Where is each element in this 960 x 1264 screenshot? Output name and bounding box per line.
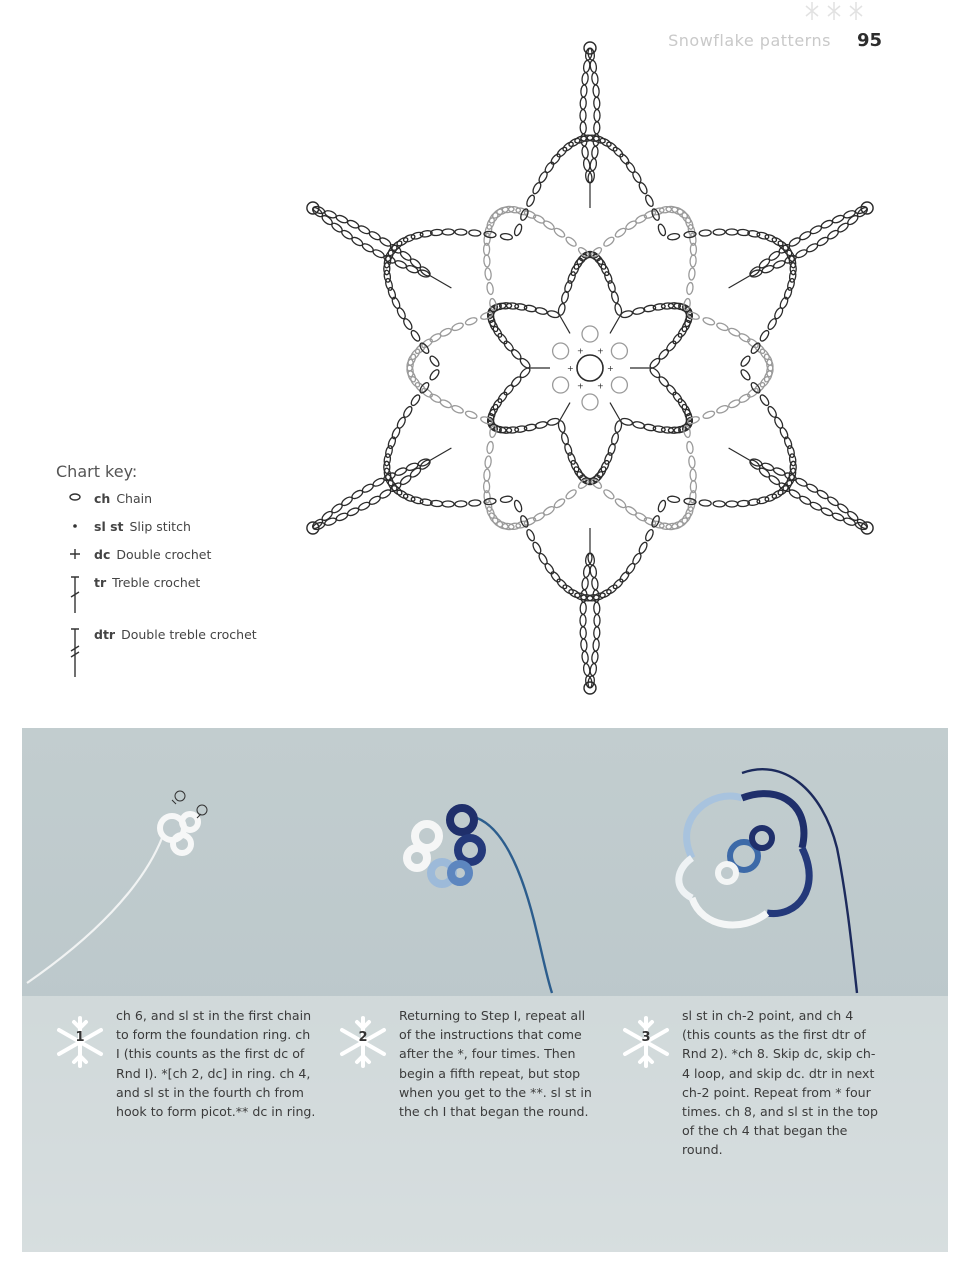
round4-chain: [699, 500, 711, 507]
round1-picot: [553, 377, 569, 393]
round2-chain: [560, 432, 569, 445]
round4-chain: [513, 499, 523, 512]
key-label: Slip stitch: [129, 519, 191, 534]
spike-chain: [372, 477, 385, 488]
round2-chain: [657, 375, 670, 388]
round2-chain: [557, 303, 566, 316]
round3-chain: [625, 505, 638, 517]
dc-mark: +: [597, 381, 604, 391]
plus-symbol-icon: [56, 547, 94, 561]
chain-symbol-icon: [56, 491, 94, 503]
spike-chain: [580, 639, 587, 651]
chart-diagram: [280, 18, 900, 708]
spike-chain: [581, 651, 588, 664]
round4-chain: [556, 578, 569, 591]
round4-chain: [403, 493, 416, 503]
round4-chain: [402, 317, 413, 330]
round2-chain: [570, 263, 581, 276]
spike-chain: [580, 110, 586, 122]
round4-chain: [396, 416, 407, 429]
round2-chain: [614, 420, 623, 433]
spike-chain: [346, 219, 359, 230]
step-2-photo: [407, 808, 552, 993]
round2-chain: [535, 421, 548, 430]
step-number: 3: [641, 1030, 651, 1045]
round2-chain: [496, 332, 508, 345]
round3-chain: [686, 441, 694, 454]
spike-chain: [335, 214, 348, 224]
round4-chain: [428, 355, 440, 368]
snowflake-crochet-chart: [280, 18, 900, 708]
treble-post: [430, 276, 452, 289]
dc-mark: +: [597, 346, 604, 356]
foundation-ring: [577, 355, 603, 381]
spike-chain: [773, 259, 786, 269]
crochet-progress-photos: [22, 728, 948, 996]
spike-chain: [394, 466, 407, 476]
round4-chain: [759, 329, 771, 342]
round4-chain: [657, 499, 667, 512]
round4-chain: [667, 233, 680, 241]
spike-chain: [580, 122, 586, 134]
key-abbr: sl st: [94, 519, 124, 534]
key-row-chain: [56, 491, 286, 519]
round2-chain: [567, 271, 577, 284]
round4-chain: [759, 394, 771, 407]
round4-chain: [549, 153, 561, 166]
step-3-photo: [679, 769, 857, 993]
spike-chain: [809, 224, 822, 235]
spike-chain: [583, 60, 591, 73]
spike-chain: [594, 627, 600, 639]
round4-chain: [402, 405, 413, 418]
spike-chain: [820, 219, 833, 230]
round3-chain: [451, 322, 464, 332]
spike-chain: [406, 264, 419, 274]
round4-chain: [500, 233, 513, 241]
round2-chain: [665, 383, 677, 396]
round3-chain: [484, 255, 491, 267]
round2-chain: [535, 307, 548, 316]
spike-chain: [580, 602, 586, 614]
round1-picot: [611, 343, 627, 359]
spike-chain: [831, 214, 844, 224]
round4-chain: [544, 161, 556, 174]
key-label: Treble crochet: [112, 575, 201, 590]
round4-chain: [699, 230, 711, 237]
spike-chain: [583, 663, 591, 676]
spike-chain: [594, 97, 600, 109]
spike-chain: [795, 248, 808, 259]
round3-chain: [429, 393, 442, 404]
key-abbr: tr: [94, 575, 107, 590]
spike-chain: [589, 158, 597, 171]
round4-chain: [455, 501, 467, 507]
round3-chain: [553, 497, 566, 509]
round3-chain: [484, 456, 491, 469]
spike-chain: [809, 501, 822, 512]
round4-chain: [667, 495, 680, 503]
round3-chain: [577, 478, 590, 490]
round2-chain: [519, 366, 532, 379]
spike-chain: [594, 110, 600, 122]
round4-chain: [411, 496, 424, 505]
step-1-photo: [27, 791, 207, 983]
round4-chain: [773, 306, 784, 319]
round4-chain: [556, 146, 569, 159]
round2-chain: [502, 340, 514, 353]
round4-chain: [605, 141, 618, 153]
key-row-slip-stitch: [56, 519, 286, 547]
round2-chain: [492, 397, 504, 410]
round3-chain: [484, 268, 491, 281]
step-number: 2: [358, 1030, 368, 1045]
round4-chain: [631, 170, 642, 183]
round4-chain: [500, 495, 513, 503]
round2-chain: [610, 291, 619, 304]
step-photos: [22, 728, 948, 996]
round3-chain: [687, 311, 700, 321]
key-abbr: ch: [94, 491, 111, 506]
spike-chain: [589, 60, 597, 73]
round3-chain: [687, 415, 700, 425]
round2-chain: [677, 325, 689, 338]
round1-picot: [582, 326, 598, 342]
round3-chain: [614, 497, 627, 509]
round3-chain: [614, 227, 627, 239]
round4-chain: [638, 541, 649, 554]
key-label: Chain: [116, 491, 153, 506]
spike-chain: [831, 512, 844, 522]
spike-chain: [324, 517, 337, 527]
round4-chain: [739, 355, 751, 368]
round4-chain: [455, 229, 467, 235]
round4-chain: [469, 230, 481, 237]
round2-chain: [502, 383, 514, 396]
round3-chain: [484, 469, 491, 481]
step-1: [52, 1006, 322, 1121]
spike-chain: [581, 577, 588, 590]
round4-chain: [428, 368, 440, 381]
round3-chain: [553, 227, 566, 239]
spike-chain: [357, 501, 370, 512]
round4-chain: [644, 194, 655, 207]
round3-chain: [602, 236, 615, 248]
round4-chain: [726, 501, 738, 507]
round3-chain: [687, 499, 696, 512]
spike-chain: [335, 512, 348, 522]
dtr-post: [610, 403, 620, 420]
spike-chain: [591, 146, 598, 159]
key-row-double-treble: [56, 627, 286, 687]
spike-chain: [820, 506, 833, 517]
spike-chain: [324, 209, 337, 219]
round4-chain: [531, 541, 542, 554]
spike-chain: [346, 506, 359, 517]
spike-chain: [580, 97, 586, 109]
spike-chain: [761, 264, 774, 274]
spike-chain: [580, 85, 587, 97]
round3-chain: [565, 236, 578, 248]
round4-chain: [442, 501, 454, 507]
round4-chain: [562, 583, 575, 595]
spike-chain: [580, 627, 586, 639]
round2-chain: [603, 452, 613, 465]
round3-chain: [728, 398, 741, 409]
round4-chain: [549, 570, 561, 583]
chart-key-title: Chart key:: [56, 462, 138, 481]
round3-chain: [690, 255, 697, 267]
spike-chain: [372, 248, 385, 259]
round1-picot: [582, 394, 598, 410]
round4-chain: [525, 528, 536, 541]
round3-chain: [738, 332, 751, 343]
spike-chain: [591, 651, 598, 664]
round1-picot: [553, 343, 569, 359]
treble-post: [729, 276, 751, 289]
dc-mark: +: [607, 364, 614, 373]
round2-chain: [632, 421, 645, 430]
spike-chain: [594, 602, 600, 614]
round3-chain: [686, 282, 694, 295]
round3-chain: [486, 282, 494, 295]
round4-chain: [766, 317, 777, 330]
round2-chain: [632, 307, 645, 316]
key-label: Double treble crochet: [121, 627, 257, 642]
step-text: ch 6, and sl st in the first chain to form the foundation ring. ch I (this counts as the first dc of Rnd I). *[ch 2, dc] in ring. ch 4, and sl st in the fourth ch from hook to form picot.** dc in ring.: [116, 1008, 316, 1120]
spike-chain: [357, 224, 370, 235]
treble-symbol-icon: [56, 575, 94, 615]
round3-chain: [439, 327, 452, 338]
round4-chain: [442, 229, 454, 235]
round4-chain: [513, 223, 523, 236]
spike-chain: [581, 72, 588, 85]
page-number: 95: [856, 30, 882, 51]
round2-chain: [671, 332, 683, 345]
dc-mark: +: [577, 381, 584, 391]
round2-chain: [600, 459, 611, 472]
treble-post: [430, 448, 452, 461]
spike-chain: [583, 158, 591, 171]
round4-chain: [756, 231, 769, 240]
round4-chain: [410, 329, 422, 342]
spike-chain: [594, 615, 600, 627]
round3-chain: [690, 469, 697, 481]
round2-chain: [510, 348, 523, 361]
round4-chain: [764, 233, 777, 243]
round4-chain: [612, 578, 625, 591]
round4-chain: [766, 405, 777, 418]
round3-chain: [716, 322, 729, 332]
round2-chain: [665, 340, 677, 353]
round3-chain: [634, 214, 647, 225]
round3-chain: [702, 316, 715, 326]
spike-chain: [593, 85, 600, 97]
key-row-double-crochet: [56, 547, 286, 575]
round4-chain: [525, 194, 536, 207]
round2-chain: [614, 303, 623, 316]
round4-chain: [726, 229, 738, 235]
round3-chain: [688, 268, 695, 281]
round4-chain: [612, 146, 625, 159]
spike-chain: [580, 615, 586, 627]
round3-chain: [716, 404, 729, 414]
spike-chain: [591, 72, 598, 85]
round3-chain: [465, 316, 478, 326]
round4-chain: [537, 552, 548, 565]
spike-chain: [581, 146, 588, 159]
step-number: 1: [75, 1030, 85, 1045]
dc-mark: +: [567, 364, 574, 373]
spike-chain: [591, 577, 598, 590]
spike-chain: [583, 565, 591, 578]
spike-chain: [795, 477, 808, 488]
dot-symbol-icon: [56, 519, 94, 531]
dtr-post: [610, 316, 620, 333]
spike-chain: [843, 209, 856, 219]
round4-chain: [403, 233, 416, 243]
round2-chain: [671, 391, 683, 404]
round4-chain: [531, 181, 542, 194]
round4-chain: [764, 493, 777, 503]
key-label: Double crochet: [116, 547, 212, 562]
spike-chain: [593, 639, 600, 651]
round3-chain: [480, 311, 493, 321]
round4-chain: [625, 562, 637, 575]
round3-chain: [484, 224, 493, 237]
spike-chain: [843, 517, 856, 527]
round2-chain: [649, 357, 662, 370]
round4-chain: [410, 394, 422, 407]
treble-post: [729, 448, 751, 461]
spike-chain: [589, 565, 597, 578]
key-abbr: dtr: [94, 627, 116, 642]
round3-chain: [590, 478, 603, 490]
step-text: sl st in ch-2 point, and ch 4 (this counts as the first dtr of Rnd 2). *ch 8. Skip dc, skip ch-4 loop, and skip dc. dtr in next ch-2 point. Repeat from * four times. ch 8, and sl st in the top of the ch 4 that began the round.: [682, 1008, 879, 1158]
step-2: [335, 1006, 605, 1121]
round2-chain: [496, 391, 508, 404]
chart-key: [56, 462, 286, 687]
round4-chain: [599, 588, 612, 599]
dtr-post: [560, 403, 570, 420]
round3-chain: [702, 410, 715, 420]
dc-mark: +: [577, 346, 584, 356]
double-treble-symbol-icon: [56, 627, 94, 679]
key-abbr: dc: [94, 547, 111, 562]
dtr-post: [560, 316, 570, 333]
round3-chain: [577, 246, 590, 258]
spike-chain: [594, 122, 600, 134]
round4-chain: [469, 500, 481, 507]
round3-chain: [451, 404, 464, 414]
round4-chain: [568, 137, 581, 148]
round4-chain: [618, 570, 630, 583]
round3-chain: [590, 246, 603, 258]
spike-chain: [589, 663, 597, 676]
round3-chain: [688, 456, 695, 469]
round4-chain: [618, 153, 630, 166]
round4-chain: [644, 528, 655, 541]
round4-chain: [739, 368, 751, 381]
round4-chain: [657, 223, 667, 236]
round3-chain: [602, 488, 615, 500]
spike-chain: [761, 462, 774, 472]
round3-chain: [565, 488, 578, 500]
round3-chain: [532, 511, 545, 522]
round1-picot: [611, 377, 627, 393]
round4-chain: [713, 229, 725, 235]
round4-chain: [713, 501, 725, 507]
step-photo-panel: [22, 728, 948, 1252]
round3-chain: [486, 441, 494, 454]
round4-chain: [638, 181, 649, 194]
section-title: Snowflake patterns: [668, 31, 831, 50]
step-3: [618, 1006, 888, 1160]
spike-chain: [406, 462, 419, 472]
round3-chain: [542, 219, 555, 231]
spike-chain: [394, 259, 407, 269]
key-row-treble-crochet: [56, 575, 286, 627]
spike-chain: [773, 466, 786, 476]
step-text: Returning to Step I, repeat all of the instructions that come after the *, four times. Then begin a fifth repeat, but stop when you get to the **. sl st in the ch I that began the round.: [399, 1008, 592, 1120]
round3-chain: [465, 410, 478, 420]
